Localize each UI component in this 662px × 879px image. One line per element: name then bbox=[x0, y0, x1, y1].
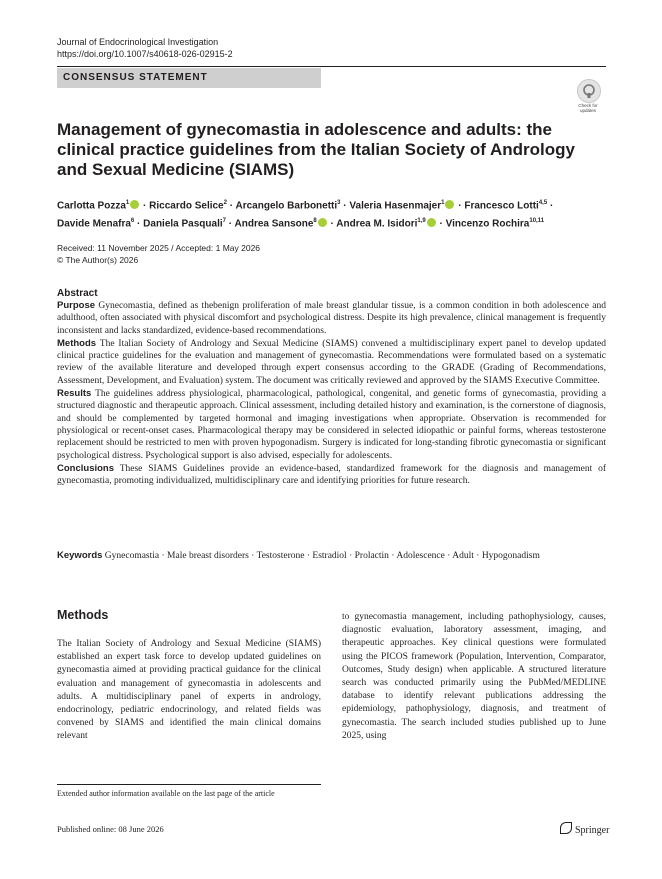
keywords-label: Keywords bbox=[57, 550, 103, 561]
author-name[interactable]: Davide Menafra bbox=[57, 218, 131, 230]
author-affiliation: 8 bbox=[313, 217, 317, 224]
keyword: Estradiol bbox=[312, 551, 347, 561]
journal-name: Journal of Endocrinological Investigation bbox=[57, 37, 219, 47]
journal-header bbox=[57, 36, 233, 60]
journal-doi-link[interactable]: https://doi.org/10.1007/s40618-026-02915-2 bbox=[57, 49, 233, 59]
author-name[interactable]: Francesco Lotti bbox=[464, 200, 539, 212]
footnote-rule bbox=[57, 784, 321, 785]
check-for-updates-icon bbox=[577, 79, 601, 103]
abstract-heading: Abstract bbox=[57, 288, 98, 299]
keyword: Gynecomastia bbox=[104, 551, 160, 561]
author-list: Carlotta Pozza$^1$ · Riccardo Selice$^2$ · Arcangelo Barbonetti$^3$ · Valeria Hasenmajer$^1$ · Francesco Lotti$^{4,5}$ · Davide Menafra$^6$ · Daniela Pasquali$^7$ · Andrea Sansone$^8$ · Andrea M. Isidori$^{1,9}$ · Vincenzo Rochira$^{10,11}$ bbox=[57, 200, 554, 230]
author-name[interactable]: Carlotta Pozza bbox=[57, 200, 126, 212]
section-heading-methods: Methods bbox=[57, 608, 109, 622]
keyword: Adolescence bbox=[396, 551, 445, 561]
orcid-icon[interactable] bbox=[445, 200, 454, 209]
author-affiliation: 1 bbox=[125, 200, 130, 206]
author-name[interactable]: Riccardo Selice bbox=[149, 200, 224, 212]
author-name[interactable]: Valeria Hasenmajer bbox=[349, 200, 442, 212]
author-affiliation: 6 bbox=[130, 217, 135, 224]
author-affiliation: 1,9 bbox=[417, 217, 426, 224]
keyword: Male breast disorders bbox=[167, 551, 249, 561]
received-accepted: Received: 11 November 2025 / Accepted: 1 May 2026 bbox=[57, 243, 261, 253]
author-affiliation: 7 bbox=[222, 217, 226, 224]
author-affiliation: 2 bbox=[223, 200, 227, 206]
publisher-name: Springer bbox=[575, 825, 610, 836]
published-online: Published online: 08 June 2026 bbox=[57, 824, 164, 834]
orcid-icon[interactable] bbox=[318, 218, 327, 227]
check-for-updates-button[interactable] bbox=[571, 79, 605, 115]
abstract-methods: Methods The Italian Society of Andrology and Sexual Medicine (SIAMS) convened a multidisciplinary expert panel to develop updated clinical practice guidelines for the evaluation and management of gynecomastia. Recommendations were formulated based on a systematic review of the available literature and developed through expert consensus according to the GRADE (Grading of Recommendations, Assessment, Development, and Evaluation) system. The document was critically reviewed and approved by the SIAMS Executive Committee. bbox=[57, 337, 606, 386]
publisher-logo bbox=[560, 822, 609, 836]
author-name[interactable]: Arcangelo Barbonetti bbox=[235, 200, 338, 212]
article-type-label: CONSENSUS STATEMENT bbox=[63, 72, 208, 83]
abstract-conclusions: Conclusions These SIAMS Guidelines provide an evidence-based, standardized framework for the diagnosis and management of gynecomastia, promoting individualized, multidisciplinary care and identifying priorities for future research. bbox=[57, 462, 606, 487]
header-rule bbox=[57, 66, 606, 67]
author-name[interactable]: Andrea Sansone bbox=[234, 218, 314, 230]
orcid-icon[interactable] bbox=[427, 218, 436, 227]
author-affiliation: 3 bbox=[337, 200, 341, 206]
keywords bbox=[57, 549, 606, 563]
keyword: Prolactin bbox=[354, 551, 389, 561]
author-affiliation: 10,11 bbox=[529, 217, 545, 224]
article-dates bbox=[57, 242, 260, 266]
author-name[interactable]: Andrea M. Isidori bbox=[336, 218, 418, 230]
author-name[interactable]: Vincenzo Rochira bbox=[445, 218, 530, 230]
abstract-purpose: Purpose Gynecomastia, defined as thebenign proliferation of male breast glandular tissue, is a common condition in both adolescence and adulthood, often associated with physical discomfort and psychological distress. Despite its high prevalence, clinical management is frequently inconsistent and lacks standardized, evidence-based recommendations. bbox=[57, 300, 606, 336]
author-name[interactable]: Daniela Pasquali bbox=[143, 218, 223, 230]
methods-column-left: The Italian Society of Andrology and Sexual Medicine (SIAMS) established an expert task force to develop updated guidelines on gynecomastia aimed at providing practical guidance for the clinical evaluation and management of gynecomastia in adolescents and adults. A multidisciplinary panel of experts in andrology, endocrinology, pediatric endocrinology, and related fields was convened by SIAMS and identified the main clinical domains relevant bbox=[57, 639, 321, 742]
orcid-icon[interactable] bbox=[130, 200, 139, 209]
keyword: Testosterone bbox=[256, 551, 305, 561]
keywords-list: Gynecomastia · Male breast disorders · Testosterone · Estradiol · Prolactin · Adolescence · Adult · Hypogonadism bbox=[104, 551, 540, 561]
abstract-body bbox=[57, 300, 606, 488]
abstract-results: Results The guidelines address physiological, pharmacological, pathological, congenital, and genetic forms of gynecomastia, providing a structured diagnostic and therapeutic approach. Clinical assessment, including detailed history and examination, is the cornerstone of diagnosis, and should be complemented by targeted hormonal and imaging investigations when appropriate. Observation is recommended for physiological or recent-onset cases. Pharmacological therapy may be considered in selected idiopathic or painful forms, whereas testosterone replacement should be restricted to men with proven hypogonadism. Surgery is indicated for long-standing fibrotic gynecomastia or significant psychological distress. Psychological support is also advised, especially for adolescents. bbox=[57, 388, 606, 461]
copyright: © The Author(s) 2026 bbox=[57, 255, 139, 265]
methods-column-right: to gynecomastia management, including pathophysiology, causes, diagnostic evaluation, laboratory assessment, imaging, and therapeutic approaches. Key clinical questions were formulated using the PICOS framework (Population, Intervention, Comparator, Outcomes, Study design) when applicable. A structured literature search was conducted primarily using the PubMed/MEDLINE database to identify relevant publications addressing the epidemiology, pathophysiology, diagnosis, and treatment of gynecomastia. The search included studies published up to June 2025, using bbox=[342, 612, 606, 741]
check-for-updates-label: Check for updates bbox=[578, 103, 598, 113]
article-title: Management of gynecomastia in adolescence and adults: the clinical practice guidelines from the Italian Society of Andrology and Sexual Medicine (SIAMS) bbox=[57, 120, 575, 179]
springer-horse-icon bbox=[560, 822, 572, 834]
keyword: Hypogonadism bbox=[481, 551, 540, 561]
article-type-badge bbox=[57, 68, 321, 88]
author-affiliation: 1 bbox=[441, 200, 445, 206]
author-affiliation: 4,5 bbox=[538, 200, 548, 206]
footnote: Extended author information available on the last page of the article bbox=[57, 789, 275, 798]
keyword: Adult bbox=[452, 551, 474, 561]
